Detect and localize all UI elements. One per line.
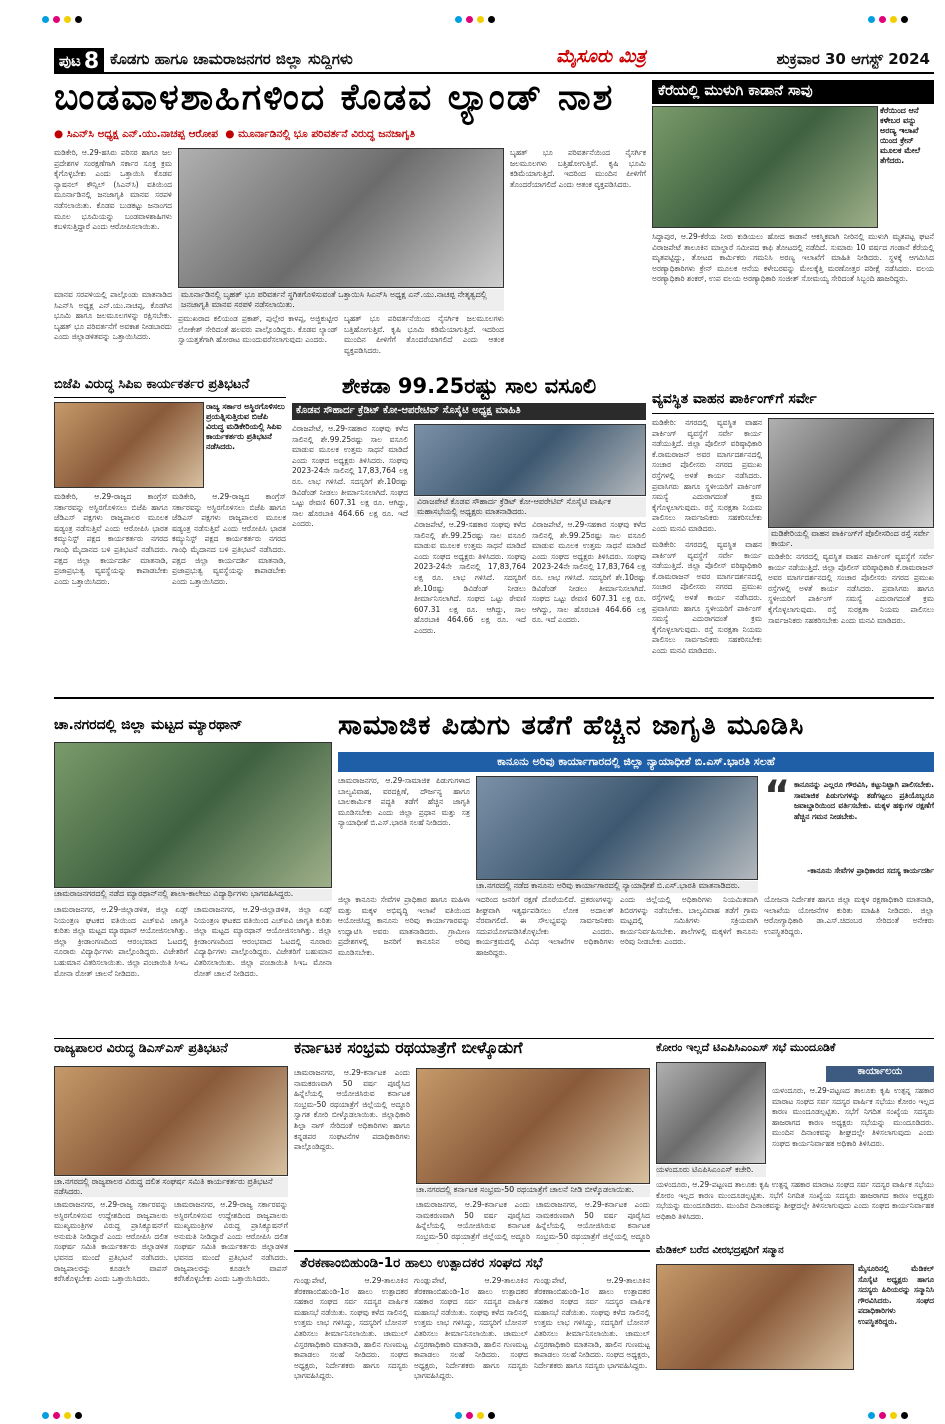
cpi-photo (54, 402, 204, 488)
registration-marks-top (40, 8, 910, 18)
parking-caption: ಮಡಿಕೇರಿಯಲ್ಲಿ ವಾಹನ ಪಾರ್ಕಿಂಗ್‌ಗೆ ಪೊಲೀಸರಿಂದ ರಸ್ತೆ ಸರ್ವೇ ಕಾರ್ಯ. (768, 529, 934, 549)
loan-headline: ಶೇಕಡಾ 99.25ರಷ್ಟು ಸಾಲ ವಸೂಲಿ (341, 376, 597, 398)
loan-body-col1: ವಿರಾಜಪೇಟೆ, ಆ.29-ಸಹಕಾರ ಸಂಘವು ಕಳೆದ ಸಾಲಿನಲ್ಲಿ ಶೇ.99.25ರಷ್ಟು ಸಾಲ ವಸೂಲಿ ಮಾಡುವ ಮೂಲಕ ಉತ್ತಮ ಸಾಧನೆ ಮಾಡಿದೆ ಎಂದು ಸಂಘದ ಅಧ್ಯಕ್ಷರು ತಿಳಿಸಿದರು. ಸಂಘವು 2023-24ನೇ ಸಾಲಿನಲ್ಲಿ 17,83,764 ಲಕ್ಷ ರೂ. ಲಾಭ ಗಳಿಸಿದೆ. ಸದಸ್ಯರಿಗೆ ಶೇ.10ರಷ್ಟು ಡಿವಿಡೆಂಡ್ ನೀಡಲು ತೀರ್ಮಾನಿಸಲಾಗಿದೆ. ಸಂಘದ ಒಟ್ಟು ಠೇವಣಿ 607.31 ಲಕ್ಷ ರೂ. ಆಗಿದ್ದು, ಸಾಲ ಹೊರಬಾಕಿ 464.66 ಲಕ್ಷ ರೂ. ಇದೆ ಎಂದರು. (292, 424, 408, 529)
rathayatre-headline: ಕರ್ನಾಟಕ ಸಂಭ್ರಮ ರಥಯಾತ್ರೆಗೆ ಬೀಳ್ಕೊಡುಗೆ (294, 1040, 523, 1057)
tarakanambi-body-1: ಗುಂಡ್ಲುಪೇಟೆ, ಆ.29-ತಾಲೂಕಿನ ತೆರಕಣಾಂಬಿಹುಂಡಿ-1ರ ಹಾಲು ಉತ್ಪಾದಕರ ಸಹಕಾರ ಸಂಘದ ಸರ್ವ ಸದಸ್ಯರ ವಾರ್ಷಿಕ ಮಹಾಸಭೆ ನಡೆಯಿತು. ಸಂಘವು ಕಳೆದ ಸಾಲಿನಲ್ಲಿ ಉತ್ತಮ ಲಾಭ ಗಳಿಸಿದ್ದು, ಸದಸ್ಯರಿಗೆ ಬೋನಸ್ ವಿತರಿಸಲು ತೀರ್ಮಾನಿಸಲಾಯಿತು. ಚಾಮುಲ್ ವಿಸ್ತರಣಾಧಿಕಾರಿ ಮಾತನಾಡಿ, ಹಾಲಿನ ಗುಣಮಟ್ಟ ಕಾಪಾಡಲು ಸಲಹೆ ನೀಡಿದರು. ಸಂಘದ ಅಧ್ಯಕ್ಷರು, ನಿರ್ದೇಶಕರು ಹಾಗೂ ಸದಸ್ಯರು ಭಾಗವಹಿಸಿದ್ದರು. (294, 1276, 408, 1381)
social-body-5: ಯೋಜನಾ ನಿರ್ದೇಶಕ ಹಾಗೂ ಜಿಲ್ಲಾ ಮಕ್ಕಳ ರಕ್ಷಣಾಧಿಕಾರಿ ಮಾತನಾಡಿ, ಇಲಾಖೆಯ ಯೋಜನೆಗಳ ಕುರಿತು ಮಾಹಿತಿ ನೀಡಿದರು. ಜಿಲ್ಲಾ ಆರೋಗ್ಯಾಧಿಕಾರಿ ಡಾ.ಎಸ್.ಚಿದಂಬರ ಸೇರಿದಂತೆ ಅನೇಕರು ಉಪಸ್ಥಿತರಿದ್ದರು. (764, 895, 934, 936)
quorum-caption: ಯಳಂದೂರು ಟಿಎಪಿಸಿಎಂಎಸ್ ಕಚೇರಿ. (656, 1165, 766, 1177)
social-quote: ಕಾನೂನನ್ನು ಎಲ್ಲರೂ ಗೌರವಿಸಿ, ಕಟ್ಟುನಿಟ್ಟಾಗಿ ಪಾಲಿಸಬೇಕು. ಸಾಮಾಜಿಕ ಪಿಡುಗುಗಳನ್ನು ತಡೆಗಟ್ಟಲು ಪ್ರತಿಯೊಬ್ಬರೂ ಜವಾಬ್ದಾರಿಯಿಂದ ವರ್ತಿಸಬೇಕು. ಮಕ್ಕಳ ಹಕ್ಕುಗಳ ರಕ್ಷಣೆಗೆ ಹೆಚ್ಚಿನ ಗಮನ ನೀಡಬೇಕು. (794, 780, 934, 821)
rathayatre-body-1: ಚಾಮರಾಜನಗರ, ಆ.29-ಕರ್ನಾಟಕ ಎಂದು ನಾಮಕರಣವಾಗಿ 50 ವರ್ಷ ಪೂರೈಸಿದ ಹಿನ್ನೆಲೆಯಲ್ಲಿ ಆಯೋಜಿಸಿರುವ ಕರ್ನಾಟಕ ಸಂಭ್ರಮ-50 ರಥಯಾತ್ರೆಗೆ ಜಿಲ್ಲೆಯಲ್ಲಿ ಅದ್ಧೂರಿ ಸ್ವಾಗತ ಕೋರಿ ಬೀಳ್ಕೊಡಲಾಯಿತು. ಜಿಲ್ಲಾಧಿಕಾರಿ ಶಿಲ್ಪಾ ನಾಗ್ ಸೇರಿದಂತೆ ಅಧಿಕಾರಿಗಳು ಹಾಗೂ ಕನ್ನಡಪರ ಸಂಘಟನೆಗಳ ಪದಾಧಿಕಾರಿಗಳು ಪಾಲ್ಗೊಂಡಿದ್ದರು. (294, 1068, 410, 1152)
section-divider (54, 697, 934, 699)
quote-mark-icon: “ (764, 773, 791, 819)
social-body-1: ಚಾಮರಾಜನಗರ, ಆ.29-ಸಾಮಾಜಿಕ ಪಿಡುಗುಗಳಾದ ಬಾಲ್ಯವಿವಾಹ, ವರದಕ್ಷಿಣೆ, ದೌರ್ಜನ್ಯ ಹಾಗೂ ಬಾಲಕಾರ್ಮಿಕ ಪದ್ಧತಿ ತಡೆಗೆ ಹೆಚ್ಚಿನ ಜಾಗೃತಿ ಮೂಡಿಸಬೇಕು ಎಂದು ಜಿಲ್ಲಾ ಪ್ರಧಾನ ಮತ್ತು ಸತ್ರ ನ್ಯಾಯಾಧೀಶೆ ಬಿ.ಎಸ್.ಭಾರತಿ ಸಲಹೆ ನೀಡಿದರು. (338, 776, 470, 828)
parking-body-1: ಮಡಿಕೇರಿ: ನಗರದಲ್ಲಿ ವ್ಯವಸ್ಥಿತ ವಾಹನ ಪಾರ್ಕಿಂಗ್ ವ್ಯವಸ್ಥೆಗೆ ಸರ್ವೇ ಕಾರ್ಯ ನಡೆಯುತ್ತಿದೆ. ಜಿಲ್ಲಾ ಪೊಲೀಸ್ ವರಿಷ್ಠಾಧಿಕಾರಿ ಕೆ.ರಾಮರಾಜನ್ ಅವರ ಮಾರ್ಗದರ್ಶನದಲ್ಲಿ ಸಂಚಾರ ಪೊಲೀಸರು ನಗರದ ಪ್ರಮುಖ ರಸ್ತೆಗಳಲ್ಲಿ ಅಳತೆ ಕಾರ್ಯ ನಡೆಸಿದರು. ಪ್ರವಾಸಿಗರು ಹಾಗೂ ಸ್ಥಳೀಯರಿಗೆ ಪಾರ್ಕಿಂಗ್ ಸಮಸ್ಯೆ ಎದುರಾಗದಂತೆ ಕ್ರಮ ಕೈಗೊಳ್ಳಲಾಗುವುದು. ರಸ್ತೆ ಸುರಕ್ಷತಾ ನಿಯಮ ಪಾಲಿಸಲು ಸಾರ್ವಜನಿಕರು ಸಹಕರಿಸಬೇಕು ಎಂದು ಮನವಿ ಮಾಡಿದರು. (652, 418, 762, 533)
office-sign: ಕಾರ್ಯಾಲಯ (826, 1066, 934, 1082)
elephant-caption: ಕೆರೆಯಿಂದ ಆನೆ ಕಳೇಬರ ವನ್ನು ಅರಣ್ಯ ಇಲಾಖೆ ಯಿಂದ ಕ್ರೇನ್ ಮೂಲಕ ಮೇಲೆ ತೆಗೆದರು. (880, 106, 934, 228)
cpi-caption: ರಾಜ್ಯ ಸರ್ಕಾರ ಅಸ್ಥಿರಗೊಳಿಸಲು ಪ್ರಯತ್ನಿಸುತ್ತಿರುವ ಬಿಜೆಪಿ ವಿರುದ್ಧ ಮಡಿಕೇರಿಯಲ್ಲಿ ಸಿಪಿಐ ಕಾರ್ಯಕರ್ತರು ಪ್ರತಿಭಟನೆ ನಡೆಸಿದರು. (206, 402, 286, 488)
masthead-logo: ಮೈಸೂರು ಮಿತ್ರ (556, 46, 646, 67)
governor-caption: ಚಾ.ನಗರದಲ್ಲಿ ರಾಜ್ಯಪಾಲರ ವಿರುದ್ಧ ದಲಿತ ಸಂಘರ್ಷ ಸಮಿತಿ ಕಾರ್ಯಕರ್ತರು ಪ್ರತಿಭಟನೆ ನಡೆಸಿದರು. (54, 1177, 288, 1197)
quorum-body-1: ಯಳಂದೂರು, ಆ.29-ಪಟ್ಟಣದ ತಾಲೂಕು ಕೃಷಿ ಉತ್ಪನ್ನ ಸಹಕಾರ ಮಾರಾಟ ಸಂಘದ ಸರ್ವ ಸದಸ್ಯರ ವಾರ್ಷಿಕ ಸಭೆಯು ಕೋರಂ ಇಲ್ಲದ ಕಾರಣ ಮುಂದೂಡಲ್ಪಟ್ಟಿತು. ಸಭೆಗೆ ನಿಗದಿತ ಸಂಖ್ಯೆಯ ಸದಸ್ಯರು ಹಾಜರಾಗದ ಕಾರಣ ಅಧ್ಯಕ್ಷರು ಸಭೆಯನ್ನು ಮುಂದೂಡಿದರು. ಮುಂದಿನ ದಿನಾಂಕವನ್ನು ಶೀಘ್ರದಲ್ಲೇ ತಿಳಿಸಲಾಗುವುದು ಎಂದು ಸಂಘದ ಕಾರ್ಯನಿರ್ವಾಹಕ ಅಧಿಕಾರಿ ತಿಳಿಸಿದರು. (772, 1086, 934, 1148)
parking-photo (768, 418, 934, 528)
marathon-caption: ಚಾಮರಾಜನಗರದಲ್ಲಿ ನಡೆದ ಮ್ಯಾರಥಾನ್‌ನಲ್ಲಿ ಶಾಲಾ-ಕಾಲೇಜು ವಿದ್ಯಾರ್ಥಿಗಳು ಭಾಗವಹಿಸಿದ್ದರು. (54, 889, 332, 901)
tarakanambi-body-2: ಗುಂಡ್ಲುಪೇಟೆ, ಆ.29-ತಾಲೂಕಿನ ತೆರಕಣಾಂಬಿಹುಂಡಿ-1ರ ಹಾಲು ಉತ್ಪಾದಕರ ಸಹಕಾರ ಸಂಘದ ಸರ್ವ ಸದಸ್ಯರ ವಾರ್ಷಿಕ ಮಹಾಸಭೆ ನಡೆಯಿತು. ಸಂಘವು ಕಳೆದ ಸಾಲಿನಲ್ಲಿ ಉತ್ತಮ ಲಾಭ ಗಳಿಸಿದ್ದು, ಸದಸ್ಯರಿಗೆ ಬೋನಸ್ ವಿತರಿಸಲು ತೀರ್ಮಾನಿಸಲಾಯಿತು. ಚಾಮುಲ್ ವಿಸ್ತರಣಾಧಿಕಾರಿ ಮಾತನಾಡಿ, ಹಾಲಿನ ಗುಣಮಟ್ಟ ಕಾಪಾಡಲು ಸಲಹೆ ನೀಡಿದರು. ಸಂಘದ ಅಧ್ಯಕ್ಷರು, ನಿರ್ದೇಶಕರು ಹಾಗೂ ಸದಸ್ಯರು ಭಾಗವಹಿಸಿದ್ದರು. (414, 1276, 528, 1381)
rathayatre-photo (416, 1068, 650, 1184)
social-body-2: ಜಿಲ್ಲಾ ಕಾನೂನು ಸೇವೆಗಳ ಪ್ರಾಧಿಕಾರ ಹಾಗೂ ಮಹಿಳಾ ಮತ್ತು ಮಕ್ಕಳ ಅಭಿವೃದ್ಧಿ ಇಲಾಖೆ ವತಿಯಿಂದ ಆಯೋಜಿಸಿದ್ದ ಕಾನೂನು ಅರಿವು ಕಾರ್ಯಾಗಾರವನ್ನು ಉದ್ಘಾಟಿಸಿ ಅವರು ಮಾತನಾಡಿದರು. ಗ್ರಾಮೀಣ ಪ್ರದೇಶಗಳಲ್ಲಿ ಜನರಿಗೆ ಕಾನೂನಿನ ಅರಿವು ಮೂಡಿಸಬೇಕು. (338, 895, 470, 957)
lead-body-col3: ಪ್ರಮುಖರಾದ ಕಲಿಯಂಡ ಪ್ರಕಾಶ್, ಪುಲ್ಲೇರ ಕಾಳಪ್ಪ, ಅಜ್ಜಿಕುಟ್ಟೀರ ಲೋಕೇಶ್ ಸೇರಿದಂತೆ ಹಲವರು ಪಾಲ್ಗೊಂಡಿದ್ದರು. ಕೊಡವ ಲ್ಯಾಂಡ್ ಸ್ವಾಯತ್ತತೆಗಾಗಿ ಹೋರಾಟ ಮುಂದುವರೆಸಲಾಗುವುದು ಎಂದರು. (178, 314, 338, 345)
registration-marks-bottom (40, 1404, 910, 1414)
page-number-badge (54, 48, 104, 74)
page-label: ಪುಟ (58, 52, 81, 70)
lead-body-col1: ಮಡಿಕೇರಿ, ಆ.29-ಹಸಿರು ಪರಿಸರ ಹಾಗೂ ಜಲ ಪ್ರದೇಶಗಳ ಸಂರಕ್ಷಣೆಗಾಗಿ ಸರ್ಕಾರ ಸೂಕ್ತ ಕ್ರಮ ಕೈಗೊಳ್ಳಬೇಕು ಎಂದು ಒತ್ತಾಯಿಸಿ ಕೊಡವ ನ್ಯಾಷನಲ್ ಕೌನ್ಸಿಲ್ (ಸಿಎನ್‌ಸಿ) ವತಿಯಿಂದ ಮೂರ್ನಾಡಿನಲ್ಲಿ ಜನಜಾಗೃತಿ ಮಾನವ ಸರಪಳಿ ನಡೆಸಲಾಯಿತು. ಕೊಡವ ಬುಡಕಟ್ಟು ಜನಾಂಗದ ಮೂಲ ಭೂಮಿಯನ್ನು ಬಂಡವಾಳಶಾಹಿಗಳು ಕಬಳಿಸುತ್ತಿದ್ದಾರೆ ಎಂದು ಆರೋಪಿಸಲಾಯಿತು. (54, 148, 172, 232)
marathon-photo (54, 742, 332, 888)
marathon-body-1: ಚಾಮರಾಜನಗರ, ಆ.29-ಜಿಲ್ಲಾಡಳಿತ, ಜಿಲ್ಲಾ ಏಡ್ಸ್ ನಿಯಂತ್ರಣ ಘಟಕದ ವತಿಯಿಂದ ಎಚ್‌ಐವಿ ಜಾಗೃತಿ ಕುರಿತು ಜಿಲ್ಲಾ ಮಟ್ಟದ ಮ್ಯಾರಥಾನ್ ಆಯೋಜಿಸಲಾಗಿತ್ತು. ಜಿಲ್ಲಾ ಕ್ರೀಡಾಂಗಣದಿಂದ ಆರಂಭವಾದ ಓಟದಲ್ಲಿ ನೂರಾರು ವಿದ್ಯಾರ್ಥಿಗಳು ಪಾಲ್ಗೊಂಡಿದ್ದರು. ವಿಜೇತರಿಗೆ ಬಹುಮಾನ ವಿತರಿಸಲಾಯಿತು. ಜಿಲ್ಲಾ ಪಂಚಾಯಿತಿ ಸಿಇಒ ಮೋನಾ ರೋತ್ ಚಾಲನೆ ನೀಡಿದರು. (54, 905, 188, 978)
loan-body-col3: ವಿರಾಜಪೇಟೆ, ಆ.29-ಸಹಕಾರ ಸಂಘವು ಕಳೆದ ಸಾಲಿನಲ್ಲಿ ಶೇ.99.25ರಷ್ಟು ಸಾಲ ವಸೂಲಿ ಮಾಡುವ ಮೂಲಕ ಉತ್ತಮ ಸಾಧನೆ ಮಾಡಿದೆ ಎಂದು ಸಂಘದ ಅಧ್ಯಕ್ಷರು ತಿಳಿಸಿದರು. ಸಂಘವು 2023-24ನೇ ಸಾಲಿನಲ್ಲಿ 17,83,764 ಲಕ್ಷ ರೂ. ಲಾಭ ಗಳಿಸಿದೆ. ಸದಸ್ಯರಿಗೆ ಶೇ.10ರಷ್ಟು ಡಿವಿಡೆಂಡ್ ನೀಡಲು ತೀರ್ಮಾನಿಸಲಾಗಿದೆ. ಸಂಘದ ಒಟ್ಟು ಠೇವಣಿ 607.31 ಲಕ್ಷ ರೂ. ಆಗಿದ್ದು, ಸಾಲ ಹೊರಬಾಕಿ 464.66 ಲಕ್ಷ ರೂ. ಇದೆ ಎಂದರು. (532, 520, 646, 625)
social-subhead: ಕಾನೂನು ಅರಿವು ಕಾರ್ಯಾಗಾರದಲ್ಲಿ ಜಿಲ್ಲಾ ನ್ಯಾಯಾಧೀಶೆ ಬಿ.ಎಸ್.ಭಾರತಿ ಸಲಹೆ (338, 752, 934, 772)
social-body-3: ಇದರಿಂದ ಜನರಿಗೆ ರಕ್ಷಣೆ ದೊರೆಯಲಿದೆ. ಪ್ರಕರಣಗಳನ್ನು ಶೀಘ್ರವಾಗಿ ಇತ್ಯರ್ಥಪಡಿಸಲು ಲೋಕ ಅದಾಲತ್ ನೆರವಾಗಲಿದೆ. ಈ ಸೌಲಭ್ಯವನ್ನು ಸಾರ್ವಜನಿಕರು ಸದುಪಯೋಗಪಡಿಸಿಕೊಳ್ಳಬೇಕು ಎಂದರು. ಕಾರ್ಯಕ್ರಮದಲ್ಲಿ ವಿವಿಧ ಇಲಾಖೆಗಳ ಅಧಿಕಾರಿಗಳು ಹಾಜರಿದ್ದರು. (476, 895, 614, 957)
governor-body-2: ಚಾಮರಾಜನಗರ, ಆ.29-ರಾಜ್ಯ ಸರ್ಕಾರವನ್ನು ಅಸ್ಥಿರಗೊಳಿಸುವ ಉದ್ದೇಶದಿಂದ ರಾಜ್ಯಪಾಲರು ಮುಖ್ಯಮಂತ್ರಿಗಳ ವಿರುದ್ಧ ಪ್ರಾಸಿಕ್ಯೂಷನ್‌ಗೆ ಅನುಮತಿ ನೀಡಿದ್ದಾರೆ ಎಂದು ಆರೋಪಿಸಿ ದಲಿತ ಸಂಘರ್ಷ ಸಮಿತಿ ಕಾರ್ಯಕರ್ತರು ಜಿಲ್ಲಾಡಳಿತ ಭವನದ ಮುಂದೆ ಪ್ರತಿಭಟನೆ ನಡೆಸಿದರು. ರಾಜ್ಯಪಾಲರನ್ನು ಕೂಡಲೇ ವಾಪಸ್ ಕರೆಸಿಕೊಳ್ಳಬೇಕು ಎಂದು ಒತ್ತಾಯಿಸಿದರು. (174, 1200, 288, 1284)
lead-body-col4: ಬೃಹತ್ ಭೂ ಪರಿವರ್ತನೆಯಿಂದ ನೈಸರ್ಗಿಕ ಜಲಮೂಲಗಳು ಬತ್ತಿಹೋಗುತ್ತಿವೆ. ಕೃಷಿ ಭೂಮಿ ಕಡಿಮೆಯಾಗುತ್ತಿದೆ. ಇದರಿಂದ ಮುಂದಿನ ಪೀಳಿಗೆಗೆ ತೊಂದರೆಯಾಗಲಿದೆ ಎಂದು ಆತಂಕ ವ್ಯಕ್ತಪಡಿಸಿದರು. (344, 314, 504, 355)
elephant-headline: ಕೆರೆಯಲ್ಲಿ ಮುಳುಗಿ ಕಾಡಾನೆ ಸಾವು (652, 80, 934, 104)
social-body-4: ಎಂದು ಜಿಲ್ಲೆಯಲ್ಲಿ ಅಧಿಕಾರಿಗಳು ನಿಯಮಿತವಾಗಿ ಶಿಬಿರಗಳನ್ನು ನಡೆಸಬೇಕು. ಬಾಲ್ಯವಿವಾಹ ತಡೆಗೆ ಗ್ರಾಮ ಮಟ್ಟದಲ್ಲಿ ಸಮಿತಿಗಳು ಸಕ್ರಿಯವಾಗಿ ಕಾರ್ಯನಿರ್ವಹಿಸಬೇಕು. ಶಾಲೆಗಳಲ್ಲಿ ಮಕ್ಕಳಿಗೆ ಕಾನೂನು ಅರಿವು ನೀಡಬೇಕು ಎಂದರು. (620, 895, 758, 947)
cpi-body: ಮಡಿಕೇರಿ, ಆ.29-ರಾಜ್ಯದ ಕಾಂಗ್ರೆಸ್ ಸರ್ಕಾರವನ್ನು ಅಸ್ಥಿರಗೊಳಿಸಲು ಬಿಜೆಪಿ ಹಾಗೂ ಜೆಡಿಎಸ್ ಪಕ್ಷಗಳು ರಾಜ್ಯಪಾಲರ ಮೂಲಕ ಷಡ್ಯಂತ್ರ ನಡೆಸುತ್ತಿವೆ ಎಂದು ಆರೋಪಿಸಿ ಭಾರತ ಕಮ್ಯುನಿಸ್ಟ್ ಪಕ್ಷದ ಕಾರ್ಯಕರ್ತರು ನಗರದ ಗಾಂಧಿ ಮೈದಾನದ ಬಳಿ ಪ್ರತಿಭಟನೆ ನಡೆಸಿದರು. ಪಕ್ಷದ ಜಿಲ್ಲಾ ಕಾರ್ಯದರ್ಶಿ ಮಾತನಾಡಿ, ಪ್ರಜಾಪ್ರಭುತ್ವ ವ್ಯವಸ್ಥೆಯನ್ನು ಕಾಪಾಡಬೇಕು ಎಂದು ಒತ್ತಾಯಿಸಿದರು. (54, 492, 168, 586)
section-divider-2 (54, 1038, 934, 1039)
section-title: ಕೊಡಗು ಹಾಗೂ ಚಾಮರಾಜನಗರ ಜಿಲ್ಲಾ ಸುದ್ದಿಗಳು (110, 50, 353, 68)
rathayatre-caption: ಚಾ.ನಗರದಲ್ಲಿ ಕರ್ನಾಟಕ ಸಂಭ್ರಮ-50 ರಥಯಾತ್ರೆಗೆ ಚಾಲನೆ ನೀಡಿ ಬೀಳ್ಕೊಡಲಾಯಿತು. (416, 1185, 650, 1197)
issue-date: ಶುಕ್ರವಾರ 30 ಆಗಸ್ಟ್ 2024 (776, 50, 930, 68)
quorum-body-2: ಯಳಂದೂರು, ಆ.29-ಪಟ್ಟಣದ ತಾಲೂಕು ಕೃಷಿ ಉತ್ಪನ್ನ ಸಹಕಾರ ಮಾರಾಟ ಸಂಘದ ಸರ್ವ ಸದಸ್ಯರ ವಾರ್ಷಿಕ ಸಭೆಯು ಕೋರಂ ಇಲ್ಲದ ಕಾರಣ ಮುಂದೂಡಲ್ಪಟ್ಟಿತು. ಸಭೆಗೆ ನಿಗದಿತ ಸಂಖ್ಯೆಯ ಸದಸ್ಯರು ಹಾಜರಾಗದ ಕಾರಣ ಅಧ್ಯಕ್ಷರು ಸಭೆಯನ್ನು ಮುಂದೂಡಿದರು. ಮುಂದಿನ ದಿನಾಂಕವನ್ನು ಶೀಘ್ರದಲ್ಲೇ ತಿಳಿಸಲಾಗುವುದು ಎಂದು ಸಂಘದ ಕಾರ್ಯನಿರ್ವಾಹಕ ಅಧಿಕಾರಿ ತಿಳಿಸಿದರು. (656, 1180, 934, 1221)
lead-photo (178, 148, 504, 288)
lead-body-col5: ಬೃಹತ್ ಭೂ ಪರಿವರ್ತನೆಯಿಂದ ನೈಸರ್ಗಿಕ ಜಲಮೂಲಗಳು ಬತ್ತಿಹೋಗುತ್ತಿವೆ. ಕೃಷಿ ಭೂಮಿ ಕಡಿಮೆಯಾಗುತ್ತಿದೆ. ಇದರಿಂದ ಮುಂದಿನ ಪೀಳಿಗೆಗೆ ತೊಂದರೆಯಾಗಲಿದೆ ಎಂದು ಆತಂಕ ವ್ಯಕ್ತಪಡಿಸಿದರು. (510, 148, 646, 189)
elephant-body: ಸಿದ್ದಾಪುರ, ಆ.29-ಕೆರೆಯ ನೀರು ಕುಡಿಯಲು ಹೋದ ಕಾಡಾನೆ ಆಕಸ್ಮಿಕವಾಗಿ ನೀರಿನಲ್ಲಿ ಮುಳುಗಿ ಮೃತಪಟ್ಟ ಘಟನೆ ವಿರಾಜಪೇಟೆ ತಾಲೂಕಿನ ಮಾಲ್ದಾರೆ ಸಮೀಪದ ಕಾಫಿ ತೋಟದಲ್ಲಿ ನಡೆದಿದೆ. ಸುಮಾರು 10 ವರ್ಷದ ಗಂಡಾನೆ ಕೆರೆಯಲ್ಲಿ ಮೃತಪಟ್ಟಿದ್ದು, ತೋಟದ ಕಾರ್ಮಿಕರು ಗಮನಿಸಿ ಅರಣ್ಯ ಇಲಾಖೆಗೆ ಮಾಹಿತಿ ನೀಡಿದರು. ಸ್ಥಳಕ್ಕೆ ಆಗಮಿಸಿದ ಅರಣ್ಯಾಧಿಕಾರಿಗಳು ಕ್ರೇನ್ ಮೂಲಕ ಆನೆಯ ಕಳೇಬರವನ್ನು ಮೇಲಕ್ಕೆತ್ತಿ ಮರಣೋತ್ತರ ಪರೀಕ್ಷೆ ನಡೆಸಿದರು. ವಲಯ ಅರಣ್ಯಾಧಿಕಾರಿ ಶಂಕರ್, ಉಪ ವಲಯ ಅರಣ್ಯಾಧಿಕಾರಿ ಸಂಜೀತ್ ಸೋಮಯ್ಯ ಸೇರಿದಂತೆ ಸಿಬ್ಬಂದಿ ಹಾಜರಿದ್ದರು. (652, 232, 934, 284)
cpi-headline: ಬಿಜೆಪಿ ವಿರುದ್ಧ ಸಿಪಿಐ ಕಾರ್ಯಕರ್ತರ ಪ್ರತಿಭಟನೆ (54, 378, 286, 398)
social-quote-author: -ಕಾನೂನು ಸೇವೆಗಳ ಪ್ರಾಧಿಕಾರದ ಸದಸ್ಯ ಕಾರ್ಯದರ್ಶಿ (807, 866, 934, 875)
lead-photo-caption: ಮೂರ್ನಾಡಿನಲ್ಲಿ ಬೃಹತ್ ಭೂ ಪರಿವರ್ತನೆ ಸ್ಥಗಿತಗೊಳಿಸುವಂತೆ ಒತ್ತಾಯಿಸಿ ಸಿಎನ್‌ಸಿ ಅಧ್ಯಕ್ಷ ಎನ್.ಯು.ನಾಚಪ್ಪ ನೇತೃತ್ವದಲ್ಲಿ ಜನಜಾಗೃತಿ ಮಾನವ ಸರಪಳಿ ನಡೆಸಲಾಯಿತು. (178, 289, 504, 311)
loan-subhead: ಕೊಡವ ಸೌಹಾರ್ದ ಕ್ರೆಡಿಟ್ ಕೋ-ಆಪರೇಟಿವ್ ಸೊಸೈಟಿ ಅಧ್ಯಕ್ಷ ಮಾಹಿತಿ (292, 403, 646, 420)
lead-headline: ಬಂಡವಾಳಶಾಹಿಗಳಿಂದ ಕೊಡವ ಲ್ಯಾಂಡ್ ನಾಶ (54, 80, 615, 118)
rathayatre-body-3: ಚಾಮರಾಜನಗರ, ಆ.29-ಕರ್ನಾಟಕ ಎಂದು ನಾಮಕರಣವಾಗಿ 50 ವರ್ಷ ಪೂರೈಸಿದ ಹಿನ್ನೆಲೆಯಲ್ಲಿ ಆಯೋಜಿಸಿರುವ ಕರ್ನಾಟಕ ಸಂಭ್ರಮ-50 ರಥಯಾತ್ರೆಗೆ ಜಿಲ್ಲೆಯಲ್ಲಿ ಅದ್ಧೂರಿ (536, 1200, 650, 1241)
governor-photo (54, 1066, 288, 1176)
cpi-body-2: ಮಡಿಕೇರಿ, ಆ.29-ರಾಜ್ಯದ ಕಾಂಗ್ರೆಸ್ ಸರ್ಕಾರವನ್ನು ಅಸ್ಥಿರಗೊಳಿಸಲು ಬಿಜೆಪಿ ಹಾಗೂ ಜೆಡಿಎಸ್ ಪಕ್ಷಗಳು ರಾಜ್ಯಪಾಲರ ಮೂಲಕ ಷಡ್ಯಂತ್ರ ನಡೆಸುತ್ತಿವೆ ಎಂದು ಆರೋಪಿಸಿ ಭಾರತ ಕಮ್ಯುನಿಸ್ಟ್ ಪಕ್ಷದ ಕಾರ್ಯಕರ್ತರು ನಗರದ ಗಾಂಧಿ ಮೈದಾನದ ಬಳಿ ಪ್ರತಿಭಟನೆ ನಡೆಸಿದರು. ಪಕ್ಷದ ಜಿಲ್ಲಾ ಕಾರ್ಯದರ್ಶಿ ಮಾತನಾಡಿ, ಪ್ರಜಾಪ್ರಭುತ್ವ ವ್ಯವಸ್ಥೆಯನ್ನು ಕಾಪಾಡಬೇಕು ಎಂದು ಒತ್ತಾಯಿಸಿದರು. (172, 492, 286, 586)
rathayatre-body-2: ಚಾಮರಾಜನಗರ, ಆ.29-ಕರ್ನಾಟಕ ಎಂದು ನಾಮಕರಣವಾಗಿ 50 ವರ್ಷ ಪೂರೈಸಿದ ಹಿನ್ನೆಲೆಯಲ್ಲಿ ಆಯೋಜಿಸಿರುವ ಕರ್ನಾಟಕ ಸಂಭ್ರಮ-50 ರಥಯಾತ್ರೆಗೆ ಜಿಲ್ಲೆಯಲ್ಲಿ ಅದ್ಧೂರಿ (416, 1200, 530, 1241)
quorum-photo (656, 1062, 766, 1164)
lead-body-col2: ಮಾನವ ಸರಪಳಿಯಲ್ಲಿ ಪಾಲ್ಗೊಂಡು ಮಾತನಾಡಿದ ಸಿಎನ್‌ಸಿ ಅಧ್ಯಕ್ಷ ಎನ್.ಯು.ನಾಚಪ್ಪ, ಕೊಡಗಿನ ಭೂಮಿ ಹಾಗೂ ಜಲಮೂಲಗಳನ್ನು ರಕ್ಷಿಸಬೇಕು. ಬೃಹತ್ ಭೂ ಪರಿವರ್ತನೆಗೆ ಅವಕಾಶ ನೀಡಬಾರದು ಎಂದು ಜಿಲ್ಲಾಡಳಿತವನ್ನು ಒತ್ತಾಯಿಸಿದರು. (54, 290, 172, 342)
elephant-photo (652, 106, 878, 228)
page-number: 8 (83, 48, 100, 74)
lead-kicker-2: ಮೂರ್ನಾಡಿನಲ್ಲಿ ಭೂ ಪರಿವರ್ತನೆ ವಿರುದ್ಧ ಜನಜಾಗೃತಿ (238, 128, 416, 140)
marathon-headline: ಚಾ.ನಗರದಲ್ಲಿ ಜಿಲ್ಲಾ ಮಟ್ಟದ ಮ್ಯಾರಥಾನ್ (54, 718, 243, 733)
tarakanambi-headline: ತೆರಕಣಾಂಬಿಹುಂಡಿ-1ರ ಹಾಲು ಉತ್ಪಾದಕರ ಸಂಘದ ಸಭೆ (294, 1250, 650, 1272)
felicitation-body: ಮೈಸೂರಿನಲ್ಲಿ ಮೆಡಿಕಲ್ ಸೊಸೈಟಿ ಅಧ್ಯಕ್ಷರು ಹಾಗೂ ಸದಸ್ಯರು ಹಿರಿಯರನ್ನು ಸನ್ಮಾನಿಸಿ ಗೌರವಿಸಿದರು. ಸಂಘದ ಪದಾಧಿಕಾರಿಗಳು ಉಪಸ್ಥಿತರಿದ್ದರು. (858, 1264, 934, 1326)
loan-body-col2: ವಿರಾಜಪೇಟೆ, ಆ.29-ಸಹಕಾರ ಸಂಘವು ಕಳೆದ ಸಾಲಿನಲ್ಲಿ ಶೇ.99.25ರಷ್ಟು ಸಾಲ ವಸೂಲಿ ಮಾಡುವ ಮೂಲಕ ಉತ್ತಮ ಸಾಧನೆ ಮಾಡಿದೆ ಎಂದು ಸಂಘದ ಅಧ್ಯಕ್ಷರು ತಿಳಿಸಿದರು. ಸಂಘವು 2023-24ನೇ ಸಾಲಿನಲ್ಲಿ 17,83,764 ಲಕ್ಷ ರೂ. ಲಾಭ ಗಳಿಸಿದೆ. ಸದಸ್ಯರಿಗೆ ಶೇ.10ರಷ್ಟು ಡಿವಿಡೆಂಡ್ ನೀಡಲು ತೀರ್ಮಾನಿಸಲಾಗಿದೆ. ಸಂಘದ ಒಟ್ಟು ಠೇವಣಿ 607.31 ಲಕ್ಷ ರೂ. ಆಗಿದ್ದು, ಸಾಲ ಹೊರಬಾಕಿ 464.66 ಲಕ್ಷ ರೂ. ಇದೆ ಎಂದರು. (414, 520, 526, 635)
social-photo (476, 776, 758, 880)
lead-kickers: ● ಸಿಎನ್‌ಸಿ ಅಧ್ಯಕ್ಷ ಎನ್.ಯು.ನಾಚಪ್ಪ ಆರೋಪ ● ಮೂರ್ನಾಡಿನಲ್ಲಿ ಭೂ ಪರಿವರ್ತನೆ ವಿರುದ್ಧ ಜನಜಾಗೃತಿ (54, 128, 416, 140)
parking-body-2: ಮಡಿಕೇರಿ: ನಗರದಲ್ಲಿ ವ್ಯವಸ್ಥಿತ ವಾಹನ ಪಾರ್ಕಿಂಗ್ ವ್ಯವಸ್ಥೆಗೆ ಸರ್ವೇ ಕಾರ್ಯ ನಡೆಯುತ್ತಿದೆ. ಜಿಲ್ಲಾ ಪೊಲೀಸ್ ವರಿಷ್ಠಾಧಿಕಾರಿ ಕೆ.ರಾಮರಾಜನ್ ಅವರ ಮಾರ್ಗದರ್ಶನದಲ್ಲಿ ಸಂಚಾರ ಪೊಲೀಸರು ನಗರದ ಪ್ರಮುಖ ರಸ್ತೆಗಳಲ್ಲಿ ಅಳತೆ ಕಾರ್ಯ ನಡೆಸಿದರು. ಪ್ರವಾಸಿಗರು ಹಾಗೂ ಸ್ಥಳೀಯರಿಗೆ ಪಾರ್ಕಿಂಗ್ ಸಮಸ್ಯೆ ಎದುರಾಗದಂತೆ ಕ್ರಮ ಕೈಗೊಳ್ಳಲಾಗುವುದು. ರಸ್ತೆ ಸುರಕ್ಷತಾ ನಿಯಮ ಪಾಲಿಸಲು ಸಾರ್ವಜನಿಕರು ಸಹಕರಿಸಬೇಕು ಎಂದು ಮನವಿ ಮಾಡಿದರು. (652, 540, 762, 655)
governor-headline: ರಾಜ್ಯಪಾಲರ ವಿರುದ್ಧ ಡಿಎಸ್‌ಎಸ್ ಪ್ರತಿಭಟನೆ (54, 1042, 228, 1055)
social-caption: ಚಾ.ನಗರದಲ್ಲಿ ನಡೆದ ಕಾನೂನು ಅರಿವು ಕಾರ್ಯಾಗಾರದಲ್ಲಿ ನ್ಯಾಯಾಧೀಶೆ ಬಿ.ಎಸ್.ಭಾರತಿ ಮಾತನಾಡಿದರು. (476, 881, 758, 893)
loan-caption: ವಿರಾಜಪೇಟೆ ಕೊಡವ ಸೌಹಾರ್ದ ಕ್ರೆಡಿಟ್ ಕೋ-ಆಪರೇಟಿವ್ ಸೊಸೈಟಿ ವಾರ್ಷಿಕ ಮಹಾಸಭೆಯಲ್ಲಿ ಅಧ್ಯಕ್ಷರು ಮಾತನಾಡಿದರು. (414, 497, 646, 517)
loan-photo (414, 424, 646, 496)
felicitation-headline: ಮೆಡಿಕಲ್ ಬರೆದ ವೀರಭದ್ರಪ್ಪರಿಗೆ ಸನ್ಮಾನ (656, 1246, 784, 1256)
quorum-headline: ಕೋರಂ ಇಲ್ಲದೆ ಟಿಎಪಿಸಿಎಂಎಸ್ ಸಭೆ ಮುಂದೂಡಿಕೆ (656, 1042, 836, 1054)
felicitation-photo (656, 1264, 854, 1370)
tarakanambi-body-3: ಗುಂಡ್ಲುಪೇಟೆ, ಆ.29-ತಾಲೂಕಿನ ತೆರಕಣಾಂಬಿಹುಂಡಿ-1ರ ಹಾಲು ಉತ್ಪಾದಕರ ಸಹಕಾರ ಸಂಘದ ಸರ್ವ ಸದಸ್ಯರ ವಾರ್ಷಿಕ ಮಹಾಸಭೆ ನಡೆಯಿತು. ಸಂಘವು ಕಳೆದ ಸಾಲಿನಲ್ಲಿ ಉತ್ತಮ ಲಾಭ ಗಳಿಸಿದ್ದು, ಸದಸ್ಯರಿಗೆ ಬೋನಸ್ ವಿತರಿಸಲು ತೀರ್ಮಾನಿಸಲಾಯಿತು. ಚಾಮುಲ್ ವಿಸ್ತರಣಾಧಿಕಾರಿ ಮಾತನಾಡಿ, ಹಾಲಿನ ಗುಣಮಟ್ಟ ಕಾಪಾಡಲು ಸಲಹೆ ನೀಡಿದರು. ಸಂಘದ ಅಧ್ಯಕ್ಷರು, ನಿರ್ದೇಶಕರು ಹಾಗೂ ಸದಸ್ಯರು ಭಾಗವಹಿಸಿದ್ದರು. (534, 1276, 650, 1370)
governor-body-1: ಚಾಮರಾಜನಗರ, ಆ.29-ರಾಜ್ಯ ಸರ್ಕಾರವನ್ನು ಅಸ್ಥಿರಗೊಳಿಸುವ ಉದ್ದೇಶದಿಂದ ರಾಜ್ಯಪಾಲರು ಮುಖ್ಯಮಂತ್ರಿಗಳ ವಿರುದ್ಧ ಪ್ರಾಸಿಕ್ಯೂಷನ್‌ಗೆ ಅನುಮತಿ ನೀಡಿದ್ದಾರೆ ಎಂದು ಆರೋಪಿಸಿ ದಲಿತ ಸಂಘರ್ಷ ಸಮಿತಿ ಕಾರ್ಯಕರ್ತರು ಜಿಲ್ಲಾಡಳಿತ ಭವನದ ಮುಂದೆ ಪ್ರತಿಭಟನೆ ನಡೆಸಿದರು. ರಾಜ್ಯಪಾಲರನ್ನು ಕೂಡಲೇ ವಾಪಸ್ ಕರೆಸಿಕೊಳ್ಳಬೇಕು ಎಂದು ಒತ್ತಾಯಿಸಿದರು. (54, 1200, 168, 1284)
parking-body-3: ಮಡಿಕೇರಿ: ನಗರದಲ್ಲಿ ವ್ಯವಸ್ಥಿತ ವಾಹನ ಪಾರ್ಕಿಂಗ್ ವ್ಯವಸ್ಥೆಗೆ ಸರ್ವೇ ಕಾರ್ಯ ನಡೆಯುತ್ತಿದೆ. ಜಿಲ್ಲಾ ಪೊಲೀಸ್ ವರಿಷ್ಠಾಧಿಕಾರಿ ಕೆ.ರಾಮರಾಜನ್ ಅವರ ಮಾರ್ಗದರ್ಶನದಲ್ಲಿ ಸಂಚಾರ ಪೊಲೀಸರು ನಗರದ ಪ್ರಮುಖ ರಸ್ತೆಗಳಲ್ಲಿ ಅಳತೆ ಕಾರ್ಯ ನಡೆಸಿದರು. ಪ್ರವಾಸಿಗರು ಹಾಗೂ ಸ್ಥಳೀಯರಿಗೆ ಪಾರ್ಕಿಂಗ್ ಸಮಸ್ಯೆ ಎದುರಾಗದಂತೆ ಕ್ರಮ ಕೈಗೊಳ್ಳಲಾಗುವುದು. ರಸ್ತೆ ಸುರಕ್ಷತಾ ನಿಯಮ ಪಾಲಿಸಲು ಸಾರ್ವಜನಿಕರು ಸಹಕರಿಸಬೇಕು ಎಂದು ಮನವಿ ಮಾಡಿದರು. (768, 552, 934, 625)
marathon-body-2: ಚಾಮರಾಜನಗರ, ಆ.29-ಜಿಲ್ಲಾಡಳಿತ, ಜಿಲ್ಲಾ ಏಡ್ಸ್ ನಿಯಂತ್ರಣ ಘಟಕದ ವತಿಯಿಂದ ಎಚ್‌ಐವಿ ಜಾಗೃತಿ ಕುರಿತು ಜಿಲ್ಲಾ ಮಟ್ಟದ ಮ್ಯಾರಥಾನ್ ಆಯೋಜಿಸಲಾಗಿತ್ತು. ಜಿಲ್ಲಾ ಕ್ರೀಡಾಂಗಣದಿಂದ ಆರಂಭವಾದ ಓಟದಲ್ಲಿ ನೂರಾರು ವಿದ್ಯಾರ್ಥಿಗಳು ಪಾಲ್ಗೊಂಡಿದ್ದರು. ವಿಜೇತರಿಗೆ ಬಹುಮಾನ ವಿತರಿಸಲಾಯಿತು. ಜಿಲ್ಲಾ ಪಂಚಾಯಿತಿ ಸಿಇಒ ಮೋನಾ ರೋತ್ ಚಾಲನೆ ನೀಡಿದರು. (194, 905, 332, 978)
parking-headline: ವ್ಯವಸ್ಥಿತ ವಾಹನ ಪಾರ್ಕಿಂಗ್‌ಗೆ ಸರ್ವೇ (652, 392, 934, 414)
lead-kicker-1: ಸಿಎನ್‌ಸಿ ಅಧ್ಯಕ್ಷ ಎನ್.ಯು.ನಾಚಪ್ಪ ಆರೋಪ (66, 128, 218, 140)
social-headline: ಸಾಮಾಜಿಕ ಪಿಡುಗು ತಡೆಗೆ ಹೆಚ್ಚಿನ ಜಾಗೃತಿ ಮೂಡಿಸಿ (338, 712, 805, 741)
